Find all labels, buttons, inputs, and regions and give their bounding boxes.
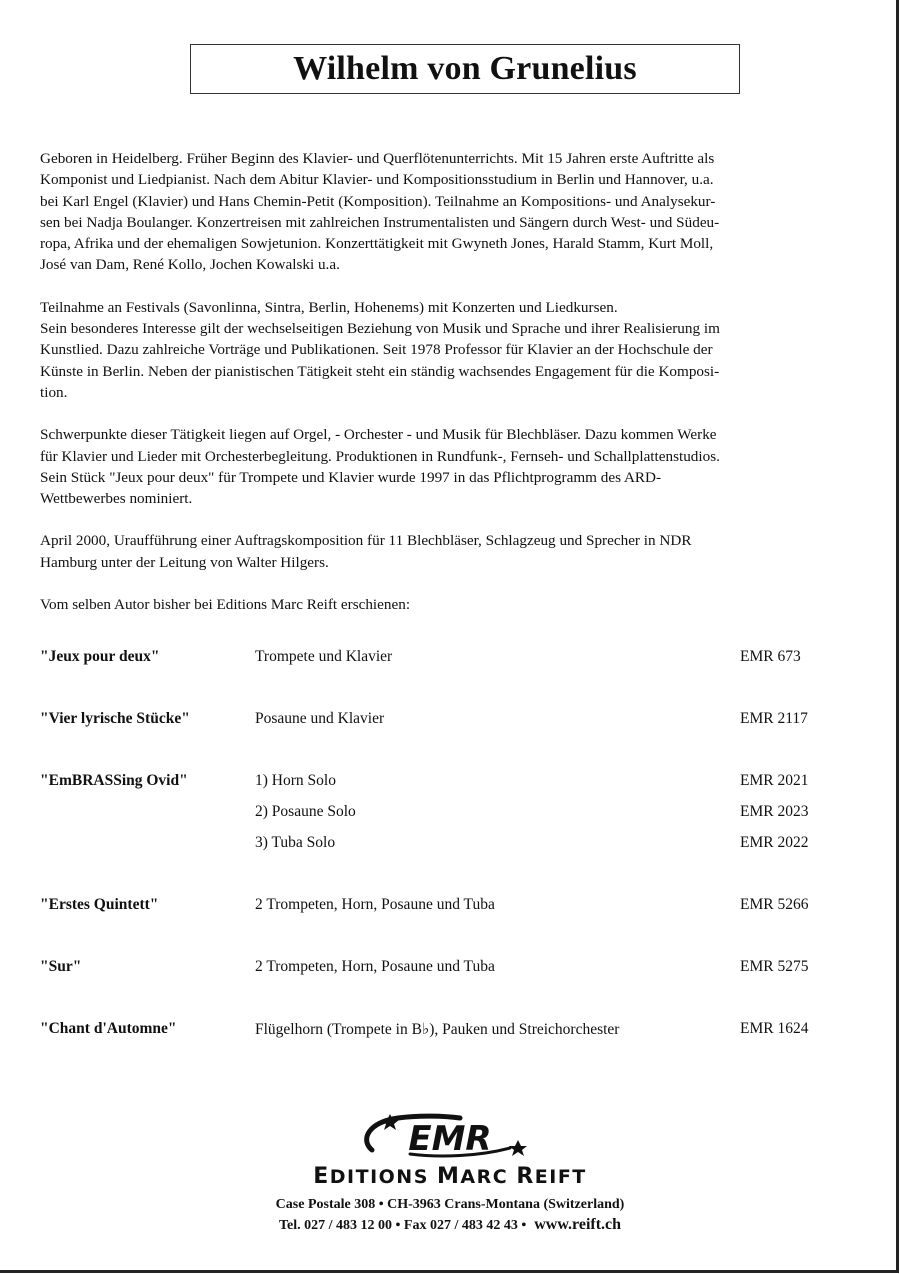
work-instrumentation: 2 Trompeten, Horn, Posaune und Tuba: [255, 958, 495, 975]
work-instrumentation: 1) Horn Solo: [255, 772, 336, 789]
publisher-address: Case Postale 308 • CH-3963 Crans-Montana (Switzerland): [275, 1197, 625, 1212]
works-intro: [40, 594, 860, 615]
publisher-word: EIFT: [534, 1166, 587, 1188]
bio-line: Geboren in Heidelberg. Früher Beginn des Klavier- und Querflötenunterrichts. Mit 15 Jahren erste Auftritte als: [40, 150, 715, 167]
bio-paragraph-4: [40, 424, 860, 509]
work-catalog-number: EMR 2117: [740, 710, 808, 727]
bio-line: sen bei Nadja Boulanger. Konzertreisen mit zahlreichen Instrumentalisten und Sängern durch West- und Südeu-: [40, 213, 720, 231]
publisher-initial: M: [437, 1164, 461, 1189]
bio-line: Sein besonderes Interesse gilt der wechselseitigen Beziehung von Musik und Sprache und ihrer Realisierung im: [40, 320, 720, 338]
bio-line: für Klavier und Lieder mit Orchesterbegleitung. Produktionen in Rundfunk-, Fernseh- und Schallplattenstudios.: [40, 447, 720, 465]
publisher-contact: [0, 1216, 900, 1234]
work-instrumentation: 2 Trompeten, Horn, Posaune und Tuba: [255, 896, 495, 913]
work-title: "Jeux pour deux": [40, 648, 160, 665]
publisher-word: DITIONS: [329, 1166, 437, 1188]
bio-line: Teilnahme an Festivals (Savonlinna, Sintra, Berlin, Hohenems) mit Konzerten und Liedkursen.: [40, 298, 618, 316]
publisher-footer: [0, 1110, 900, 1234]
work-item: [40, 958, 860, 989]
work-catalog-number: EMR 673: [740, 648, 801, 665]
emr-logo: [350, 1110, 550, 1162]
work-catalog-number: EMR 2021: [740, 772, 809, 789]
work-catalog-number: EMR 1624: [740, 1020, 809, 1037]
bio-line: tion.: [40, 383, 68, 401]
bio-paragraph-5: [40, 530, 860, 573]
work-item: [40, 1020, 860, 1051]
work-instrumentation: 2) Posaune Solo: [255, 803, 356, 820]
work-item: [40, 710, 860, 741]
bio-line: bei Karl Engel (Klavier) und Hans Chemin-Petit (Komposition). Teilnahme an Kompositions- und Analysekur-: [40, 192, 716, 210]
work-title: "Chant d'Automne": [40, 1020, 177, 1037]
title-box: [190, 44, 740, 94]
bio-line: April 2000, Uraufführung einer Auftragskomposition für 11 Blechbläser, Schlagzeug und Sprecher in NDR: [40, 532, 692, 550]
logo-text: EMR: [408, 1119, 492, 1159]
work-item: [40, 896, 860, 927]
bio-line: José van Dam, René Kollo, Jochen Kowalski u.a.: [40, 256, 340, 274]
work-instrumentation: Flügelhorn (Trompete in B♭), Pauken und Streichorchester: [255, 1021, 620, 1038]
page-title: Wilhelm von Grunelius: [293, 50, 637, 87]
bio-line: ropa, Afrika und der ehemaligen Sowjetunion. Konzerttätigkeit mit Gwyneth Jones, Harald Stamm, Kurt Moll,: [40, 235, 714, 253]
website-link[interactable]: www.reift.ch: [534, 1216, 622, 1233]
bio-line: Sein Stück "Jeux pour deux" für Trompete und Klavier wurde 1997 in das Pflichtprogramm des ARD-: [40, 468, 662, 486]
work-instrumentation: Posaune und Klavier: [255, 710, 385, 727]
work-title: "EmBRASSing Ovid": [40, 772, 188, 789]
work-item: [40, 648, 860, 679]
bio-line: Komponist und Liedpianist. Nach dem Abitur Klavier- und Kompositionsstudium in Berlin und Hannover, u.a.: [40, 171, 714, 189]
biography: [40, 148, 860, 636]
publisher-word: ARC: [460, 1166, 517, 1188]
bio-paragraph-3: [40, 318, 860, 403]
bio-line: Wettbewerbes nominiert.: [40, 490, 193, 508]
work-title: "Sur": [40, 958, 82, 975]
work-catalog-number: EMR 5275: [740, 958, 809, 975]
publisher-name: [0, 1164, 900, 1189]
bio-line: Vom selben Autor bisher bei Editions Marc Reift erschienen:: [40, 596, 411, 614]
bio-line: Schwerpunkte dieser Tätigkeit liegen auf Orgel, - Orchester - und Musik für Blechbläser. Dazu kommen Werke: [40, 426, 717, 444]
work-catalog-number: EMR 2022: [740, 834, 809, 851]
bio-line: Hamburg unter der Leitung von Walter Hilgers.: [40, 553, 329, 571]
bio-paragraph-2: [40, 297, 860, 318]
publisher-initial: R: [516, 1164, 535, 1189]
star-icon: [509, 1140, 527, 1156]
publisher-initial: E: [313, 1164, 330, 1189]
bio-line: Künste in Berlin. Neben der pianistischen Tätigkeit steht ein ständig wachsendes Engagement für die Komposi-: [40, 362, 720, 380]
bio-line: Kunstlied. Dazu zahlreiche Vorträge und Publikationen. Seit 1978 Professor für Klavier an der Hochschule der: [40, 341, 713, 359]
works-list: [40, 648, 860, 1082]
work-title: "Vier lyrische Stücke": [40, 710, 190, 727]
work-instrumentation: 3) Tuba Solo: [255, 834, 336, 851]
work-catalog-number: EMR 5266: [740, 896, 809, 913]
work-catalog-number: EMR 2023: [740, 803, 809, 820]
work-item: [40, 772, 860, 865]
work-title: "Erstes Quintett": [40, 896, 159, 913]
phone-fax: Tel. 027 / 483 12 00 • Fax 027 / 483 42 43 •: [278, 1218, 527, 1233]
bio-paragraph-1: [40, 148, 860, 276]
work-instrumentation: Trompete und Klavier: [255, 648, 393, 665]
